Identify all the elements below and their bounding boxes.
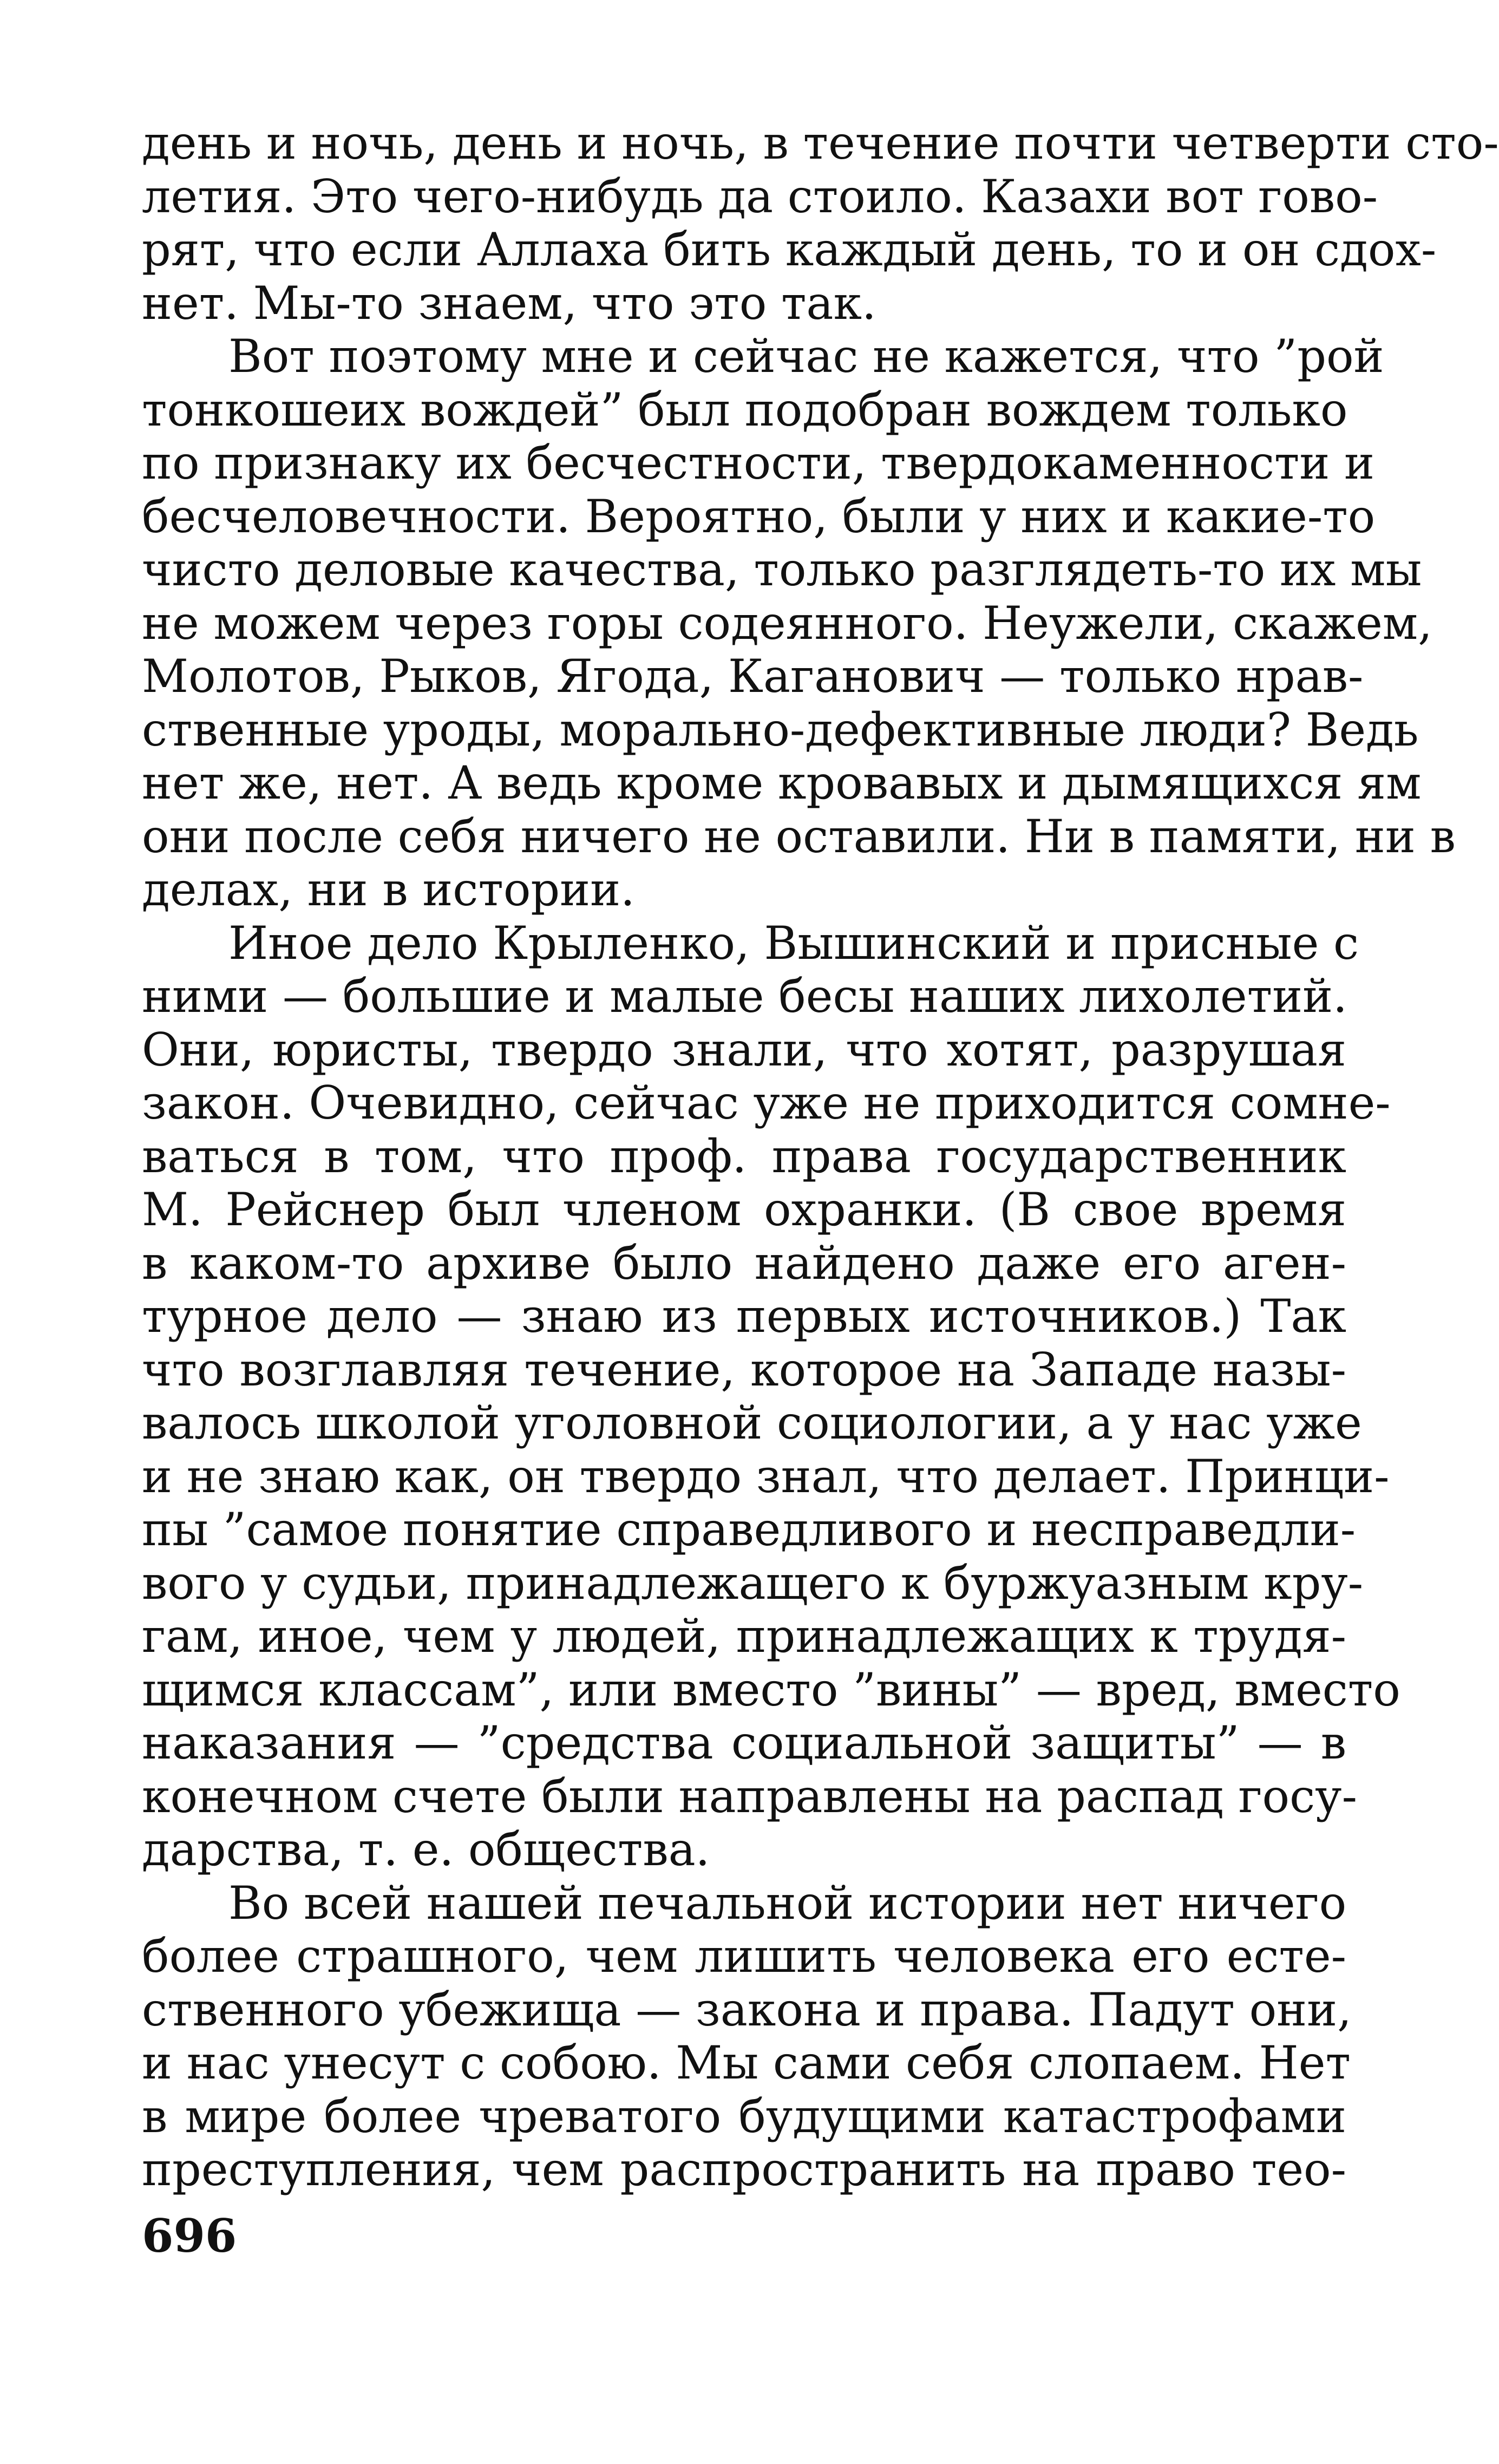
- text-line: М. Рейснер был членом охранки. (В свое время: [142, 1183, 1346, 1236]
- text-line: конечном счете были направлены на распад госу-: [142, 1769, 1357, 1823]
- text-line: пы ”самое понятие справедливого и несправедли-: [142, 1503, 1356, 1556]
- text-line: делах, ни в истории.: [142, 863, 635, 916]
- text-line: Иное дело Крыленко, Вышинский и присные с: [228, 916, 1359, 970]
- text-line: они после себя ничего не оставили. Ни в памяти, ни в: [142, 809, 1456, 863]
- text-line: турное дело — знаю из первых источников.) Так: [142, 1290, 1346, 1343]
- text-line: летия. Это чего-нибудь да стоило. Казахи вот гово-: [142, 169, 1378, 223]
- paragraph-2: [142, 330, 1456, 917]
- text-line: преступления, чем распространить на право тео-: [142, 2143, 1346, 2196]
- text-line: тонкошеих вождей” был подобран вождем только: [142, 383, 1348, 436]
- text-line: день и ночь, день и ночь, в течение почти четверти сто-: [142, 116, 1499, 169]
- text-line: не можем через горы содеянного. Неужели, скажем,: [142, 596, 1432, 650]
- text-line: чисто деловые качества, только разглядеть-то их мы: [142, 543, 1422, 596]
- text-line: нет же, нет. А ведь кроме кровавых и дымящихся ям: [142, 756, 1422, 809]
- text-line: и нас унесут с собою. Мы сами себя слопаем. Нет: [142, 2036, 1351, 2089]
- text-line: в мире более чреватого будущими катастрофами: [142, 2089, 1346, 2143]
- paragraph-3: [142, 916, 1400, 1877]
- text-line: в каком-то архиве было найдено даже его аген-: [142, 1236, 1346, 1290]
- text-line: закон. Очевидно, сейчас уже не приходится сомне-: [142, 1076, 1391, 1129]
- text-line: ними — большие и малые бесы наших лихолетий.: [142, 970, 1347, 1023]
- page-number: 696: [142, 2209, 237, 2263]
- text-line: более страшного, чем лишить человека его есте-: [142, 1930, 1346, 1983]
- text-line: Во всей нашей печальной истории нет ничего: [228, 1876, 1347, 1930]
- text-line: Они, юристы, твердо знали, что хотят, разрушая: [142, 1023, 1346, 1076]
- text-line: по признаку их бесчестности, твердокаменности и: [142, 436, 1375, 489]
- text-line: рят, что если Аллаха бить каждый день, то и он сдох-: [142, 223, 1437, 276]
- text-line: и не знаю как, он твердо знал, что делает. Принци-: [142, 1449, 1390, 1503]
- text-line: наказания — ”средства социальной защиты” — в: [142, 1716, 1346, 1769]
- paragraph-1: [142, 116, 1499, 330]
- text-line: Молотов, Рыков, Ягода, Каганович — только нрав-: [142, 650, 1364, 703]
- text-line: гам, иное, чем у людей, принадлежащих к трудя-: [142, 1610, 1346, 1663]
- text-line: Вот поэтому мне и сейчас не кажется, что ”рой: [228, 330, 1384, 383]
- text-line: нет. Мы-то знаем, что это так.: [142, 276, 876, 330]
- text-line: вого у судьи, принадлежащего к буржуазным кру-: [142, 1556, 1364, 1610]
- text-line: что возглавляя течение, которое на Западе назы-: [142, 1343, 1346, 1396]
- page-body: [142, 116, 1499, 2197]
- paragraph-4: [142, 1876, 1352, 2197]
- text-line: дарства, т. е. общества.: [142, 1823, 710, 1876]
- text-line: ственного убежища — закона и права. Падут они,: [142, 1983, 1352, 2036]
- text-line: бесчеловечности. Вероятно, были у них и какие-то: [142, 489, 1376, 543]
- text-line: щимся классам”, или вместо ”вины” — вред, вместо: [142, 1663, 1400, 1716]
- text-line: валось школой уголовной социологии, а у нас уже: [142, 1396, 1362, 1449]
- text-line: ственные уроды, морально-дефективные люди? Ведь: [142, 703, 1419, 756]
- text-line: ваться в том, что проф. права государственник: [142, 1129, 1346, 1183]
